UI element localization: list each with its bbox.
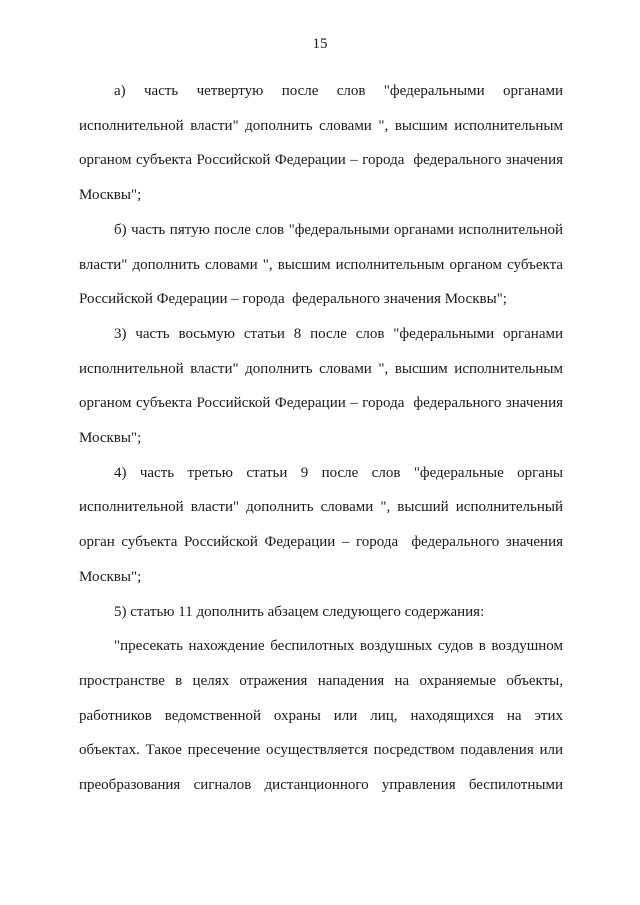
paragraph-5 [79, 595, 563, 630]
text-line: орган субъекта Российской Федерации – города федерального значения [79, 534, 563, 551]
text-line: 5) статью 11 дополнить абзацем следующего содержания: [114, 603, 485, 620]
text-line: Москвы"; [79, 568, 142, 585]
page-number: 15 [312, 36, 328, 52]
paragraph-a [79, 74, 563, 213]
text-line: органом субъекта Российской Федерации – города федерального значения [79, 395, 563, 412]
text-line: 4) часть третью статьи 9 после слов "федеральные органы [114, 464, 563, 481]
text-line: Российской Федерации – города федерального значения Москвы"; [79, 291, 507, 308]
text-line: исполнительной власти" дополнить словами ", высшим исполнительным [79, 117, 563, 134]
document-body [79, 74, 563, 803]
text-line: Москвы"; [79, 430, 142, 447]
text-line: исполнительной власти" дополнить словами ", высшим исполнительным [79, 360, 563, 377]
text-line: а) часть четвертую после слов "федеральными органами [114, 83, 563, 99]
paragraph-quote [79, 629, 563, 803]
paragraph-4 [79, 456, 563, 595]
text-line: преобразования сигналов дистанционного управления беспилотными [79, 777, 563, 794]
paragraph-b [79, 213, 563, 317]
text-line: власти" дополнить словами ", высшим исполнительным органом субъекта [79, 256, 563, 273]
text-line: объектах. Такое пресечение осуществляется посредством подавления или [79, 742, 563, 759]
text-line: Москвы"; [79, 187, 142, 204]
text-line: органом субъекта Российской Федерации – города федерального значения [79, 152, 563, 169]
text-line: "пресекать нахождение беспилотных воздушных судов в воздушном [114, 638, 563, 655]
text-line: пространстве в целях отражения нападения на охраняемые объекты, [79, 672, 563, 689]
text-line: 3) часть восьмую статьи 8 после слов "федеральными органами [114, 325, 563, 342]
text-line: работников ведомственной охраны или лиц, находящихся на этих [79, 707, 563, 724]
paragraph-3 [79, 317, 563, 456]
text-line: б) часть пятую после слов "федеральными органами исполнительной [114, 221, 563, 238]
text-line: исполнительной власти" дополнить словами ", высший исполнительный [79, 499, 563, 516]
